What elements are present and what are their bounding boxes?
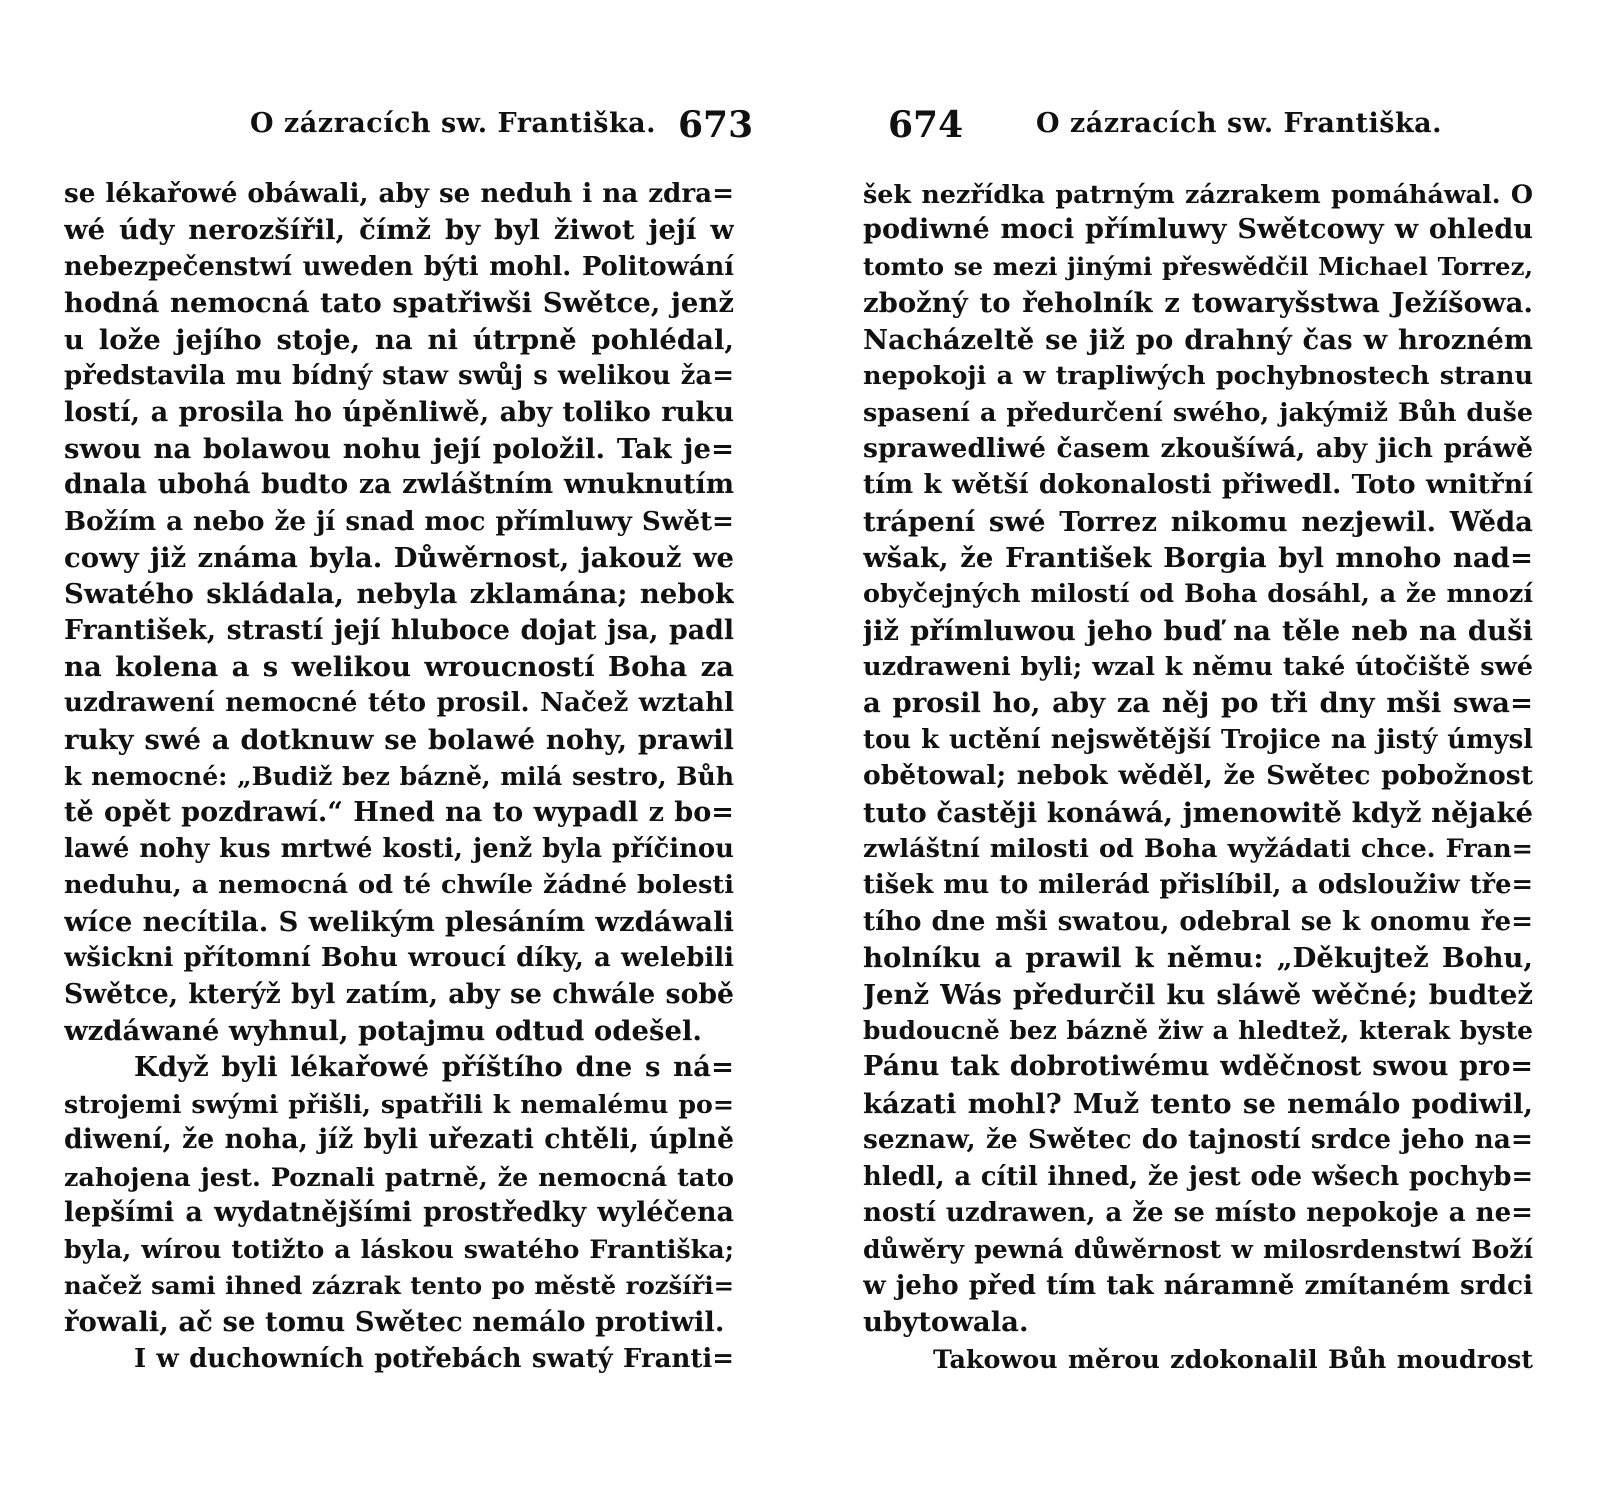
text-line: byla, wírou totižto a láskou swatého Františka; (64, 1234, 734, 1265)
text-line: hledl, a cítil ihned, že jest ode wšech pochyb= (863, 1161, 1533, 1192)
page-number: 673 (678, 104, 754, 146)
text-line: uzdrawení nemocné této prosil. Načež wztahl (64, 687, 734, 719)
text-line: budoucně bez bázně žiw a hledtež, kterak byste (863, 1015, 1533, 1045)
text-line: již přímluwou jeho buď na těle neb na duši (863, 614, 1533, 647)
text-line: ností uzdrawen, a že se místo nepokoje a ne= (863, 1197, 1533, 1228)
page-number: 674 (888, 104, 964, 146)
text-line: spasení a předurčení swého, jakýmiž Bůh duše (863, 397, 1533, 428)
text-line: wé údy nerozšířil, čímž by byl žiwot její w (64, 214, 734, 247)
text-line: představila mu bídný staw swůj s welikou ža= (64, 360, 734, 391)
text-line: Pánu tak dobrotiwému wděčnost swou pro= (863, 1051, 1533, 1083)
body-text (64, 176, 734, 1377)
text-line: Swatého skládala, nebyla zklamána; nebok (64, 578, 734, 611)
text-line: obětowal; nebok wěděl, že Swětec pobožnost (863, 760, 1533, 792)
text-line: tím k wětší dokonalosti přiwedl. Toto wnitřní (863, 469, 1533, 501)
text-line: Takowou měrou zdokonalil Bůh moudrost (933, 1343, 1533, 1374)
text-line: šek nezřídka patrným zázrakem pomáháwal. O (863, 179, 1533, 209)
text-line: Božím a nebo že jí snad moc přímluwy Swět= (64, 505, 734, 537)
text-line: hodná nemocná tato spatřiwši Swětce, jenž (64, 287, 734, 320)
text-line: cowy již známa byla. Důwěrnost, jakouž we (64, 541, 734, 574)
text-line: swou na bolawou nohu její položil. Tak je= (64, 432, 734, 465)
text-line: obyčejných milostí od Boha dosáhl, a že mnozí (863, 579, 1533, 610)
text-line: tuto častěji konáwá, jmenowitě když nějaké (863, 796, 1533, 829)
text-line: Jenž Wás předurčil ku sláwě wěčné; budtež (863, 978, 1533, 1011)
text-line: tišek mu to milerád přislíbil, a odsloužiw tře= (863, 870, 1533, 901)
text-line: w jeho před tím tak náramně zmítaném srdci (863, 1269, 1533, 1301)
text-line: dnala ubohá budto za zwláštním wnuknutím (64, 469, 734, 501)
right-page (803, 0, 1606, 1500)
text-line: lepšími a wydatnějšími prostředky wyléčena (64, 1196, 734, 1228)
text-line: nebezpečenstwí uweden býti mohl. Politowání (64, 251, 734, 282)
text-line: zahojena jest. Poznali patrně, že nemocná tato (64, 1161, 734, 1192)
text-line: sprawedliwé časem zkoušíwá, aby jich práwě (863, 432, 1533, 464)
text-line: tího dne mši swatou, odebral se k onomu ře= (863, 905, 1533, 937)
running-head: O zázracích sw. Františka. (1036, 108, 1443, 139)
text-line: kázati mohl? Muž tento se nemálo podiwil, (863, 1087, 1533, 1120)
text-line: diwení, že noha, jíž byli uřezati chtěli, úplně (64, 1124, 734, 1156)
text-line: strojemi swými přišli, spatřili k nemalému po= (64, 1088, 734, 1119)
text-line: ubytowala. (863, 1306, 1029, 1339)
running-head: O zázracích sw. Františka. (250, 108, 657, 139)
text-line: tě opět pozdrawí.“ Hned na to wypadl z bo= (64, 796, 734, 828)
text-line: František, strastí její hluboce dojat jsa, padl (64, 614, 734, 646)
text-line: důwěry pewná důwěrnost w milosrdenstwí Boží (863, 1234, 1533, 1265)
text-line: na kolena a s welikou wroucností Boha za (64, 651, 734, 684)
text-line: tou k uctění nejswětější Trojice na jistý úmysl (863, 724, 1533, 755)
text-line: wšak, že František Borgia byl mnoho nad= (863, 541, 1533, 574)
text-line: řowali, ač se tomu Swětec nemálo protiwil. (64, 1306, 725, 1339)
text-line: k nemocné: „Budiž bez bázně, milá sestro, Bůh (64, 761, 734, 792)
text-line: holníku a prawil k němu: „Děkujtež Bohu, (863, 942, 1533, 975)
text-line: wšickni přítomní Bohu wroucí díky, a welebili (64, 943, 734, 974)
text-line: a prosil ho, aby za něj po tři dny mši swa= (863, 687, 1533, 720)
text-line: trápení swé Torrez nikomu nezjewil. Wěda (863, 505, 1533, 538)
text-line: tomto se mezi jinými přeswědčil Michael Torrez, (863, 251, 1533, 281)
text-line: načež sami ihned zázrak tento po městě rozšíři= (64, 1270, 734, 1300)
text-line: u lože jejího stoje, na ni útrpně pohlédal, (64, 323, 734, 356)
text-line: lawé nohy kus mrtwé kosti, jenž byla příčinou (64, 834, 734, 865)
text-line: wzdáwané wyhnul, potajmu odtud odešel. (64, 1014, 702, 1047)
text-line: I w duchowních potřebách swatý Franti= (134, 1343, 734, 1374)
text-line: nepokoji a w trapliwých pochybnostech stranu (863, 360, 1533, 391)
text-line: podiwné moci přímluwy Swětcowy w ohledu (863, 214, 1533, 246)
text-line: lostí, a prosila ho úpěnliwě, aby toliko ruku (64, 396, 734, 429)
text-line: se lékařowé obáwali, aby se neduh i na zdra= (64, 178, 734, 209)
body-text (863, 176, 1533, 1377)
text-line: zbožný to řeholník z towaryšstwa Ježíšowa. (863, 287, 1533, 320)
text-line: ruky swé a dotknuw se bolawé nohy, prawil (64, 723, 734, 756)
text-line: Když byli lékařowé příštího dne s ná= (134, 1051, 734, 1084)
text-line: seznaw, že Swětec do tajností srdce jeho na= (863, 1124, 1533, 1156)
text-line: zwláštní milosti od Boha wyžádati chce. Fran= (863, 834, 1533, 865)
text-line: wíce necítila. S welikým plesáním wzdáwali (64, 905, 734, 938)
text-line: uzdraweni byli; wzal k němu také útočiště swé (863, 652, 1533, 683)
text-line: neduhu, a nemocná od té chwíle žádné bolesti (64, 870, 734, 901)
text-line: Swětce, kterýž byl zatím, aby se chwále sobě (64, 978, 734, 1010)
text-line: Nacházeltě se již po drahný čas w hrozném (863, 323, 1533, 356)
